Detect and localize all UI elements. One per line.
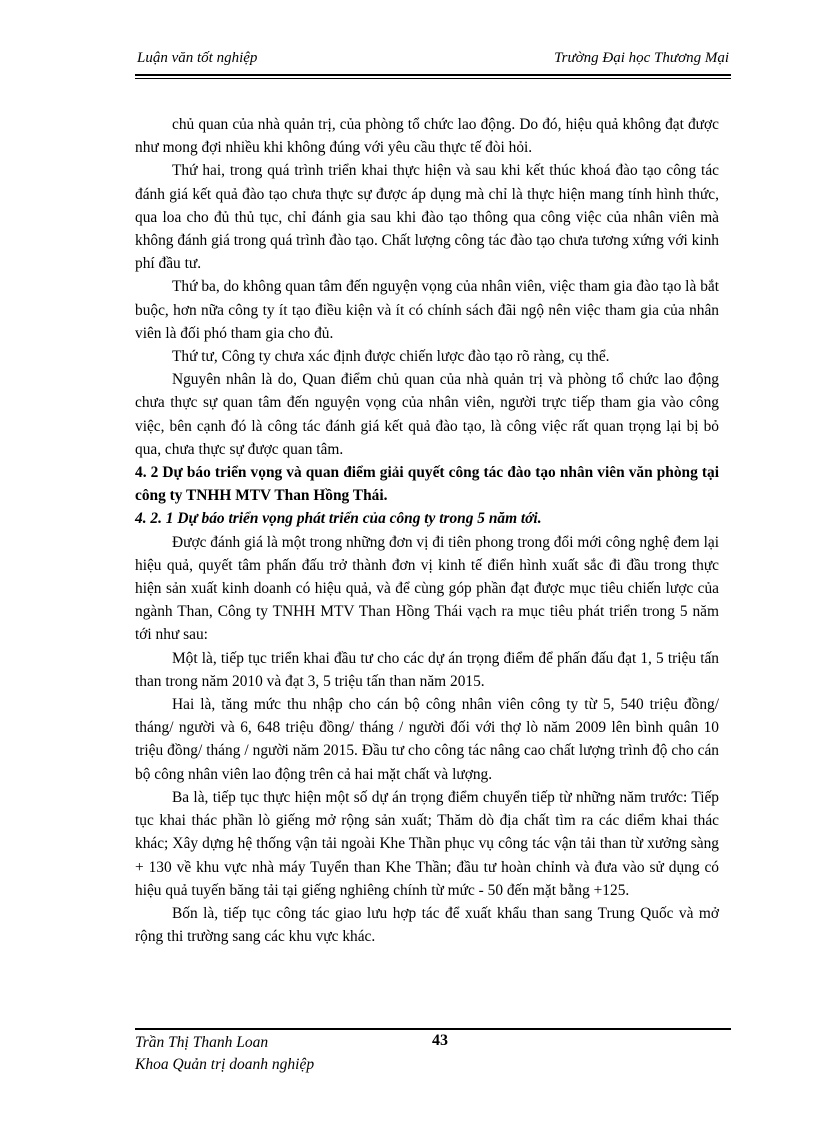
paragraph: Thứ hai, trong quá trình triển khai thực hiện và sau khi kết thúc khoá đào tạo công tác đánh giá kết quả đào tạo chưa thực sự được áp dụng mà chỉ là thực hiện mang tính hình thức, qua loa cho đủ thủ tục, chỉ đánh gia sau khi đào tạo thông qua công việc của nhân viên mà không đánh giá trong quá trình đào tạo. Chất lượng công tác đào tạo chưa tương xứng với kinh phí đầu tư. — [135, 162, 719, 273]
document-body — [135, 113, 719, 948]
header-rule-thin — [135, 78, 731, 79]
header-right-text: Trường Đại học Thương Mại — [554, 50, 729, 66]
footer-author: Trần Thị Thanh Loan — [135, 1034, 269, 1051]
header-left-text: Luận văn tốt nghiệp — [137, 50, 258, 66]
paragraph: chủ quan của nhà quản trị, của phòng tổ chức lao động. Do đó, hiệu quả không đạt được như mong đợi nhiều khi không đúng với yêu cầu thực tế đòi hỏi. — [135, 116, 719, 157]
paragraph: Bốn là, tiếp tục công tác giao lưu hợp tác để xuất khẩu than sang Trung Quốc và mở rộng thi trường sang các khu vực khác. — [135, 904, 719, 946]
page-header — [135, 50, 731, 72]
footer-rule — [135, 1028, 731, 1030]
paragraph: Thứ tư, Công ty chưa xác định được chiến lược đào tạo rõ ràng, cụ thể. — [172, 348, 610, 366]
page-number: 43 — [432, 1032, 448, 1049]
section-heading: 4. 2 Dự báo triển vọng và quan điểm giải quyết công tác đào tạo nhân viên văn phòng tại công ty TNHH MTV Than Hồng Thái. — [135, 464, 719, 505]
subsection-heading: 4. 2. 1 Dự báo triển vọng phát triển của công ty trong 5 năm tới. — [135, 510, 542, 528]
paragraph: Ba là, tiếp tục thực hiện một số dự án trọng điểm chuyển tiếp từ những năm trước: Tiếp tục khai thác phần lò giếng mở rộng sản xuất; Thăm dò địa chất tìm ra các diểm khai thác khác; Xây dựng hệ thống vận tải ngoài Khe Thần phục vụ công tác vận tải than từ xưởng sàng + 130 về khu vực nhà máy Tuyển than Khe Thần; đầu tư hoàn chỉnh và đưa vào sử dụng có hiệu quả tuyến băng tải tại giếng nghiêng chính từ mức - 50 đến mặt bằng +125. — [135, 788, 719, 899]
footer-faculty: Khoa Quản trị doanh nghiệp — [135, 1056, 315, 1073]
paragraph: Thứ ba, do không quan tâm đến nguyện vọng của nhân viên, việc tham gia đào tạo là bắt buộc, hơn nữa công ty ít tạo điều kiện và ít có chính sách đãi ngộ nên việc tham gia của nhân viên là đối phó tham gia cho đủ. — [135, 278, 719, 342]
paragraph: Được đánh giá là một trong những đơn vị đi tiên phong trong đổi mới công nghệ đem lại hiệu quả, quyết tâm phấn đấu trở thành đơn vị kinh tế điển hình xuất sắc đi đầu trong thực hiện sản xuất kinh doanh có hiệu quả, và để cùng góp phần đạt được mục tiêu chiến lược của ngành Than, Công ty TNHH MTV Than Hồng Thái vạch ra mục tiêu phát triển trong 5 năm tới như sau: — [135, 533, 719, 644]
header-rule-thick — [135, 74, 731, 76]
paragraph: Hai là, tăng mức thu nhập cho cán bộ công nhân viên công ty từ 5, 540 triệu đồng/ tháng/ người và 6, 648 triệu đồng/ tháng / người đối với thợ lò năm 2009 lên bình quân 10 triệu đồng/ tháng / người năm 2015. Đầu tư cho công tác nâng cao chất lượng trình độ cho cán bộ công nhân viên lao động trên cả hai mặt chất và lượng. — [135, 696, 719, 783]
paragraph: Một là, tiếp tục triển khai đầu tư cho các dự án trọng điểm để phấn đấu đạt 1, 5 triệu tấn than trong năm 2010 và đạt 3, 5 triệu tấn than năm 2015. — [135, 649, 719, 690]
paragraph: Nguyên nhân là do, Quan điểm chủ quan của nhà quản trị và phòng tổ chức lao động chưa thực sự quan tâm đến nguyện vọng của nhân viên, người trực tiếp tham gia vào công việc, bên cạnh đó là công tác đánh giá kết quả đào tạo, là công việc rất quan trọng lại bị bỏ qua, chưa thực sự được quan tâm. — [135, 371, 719, 458]
